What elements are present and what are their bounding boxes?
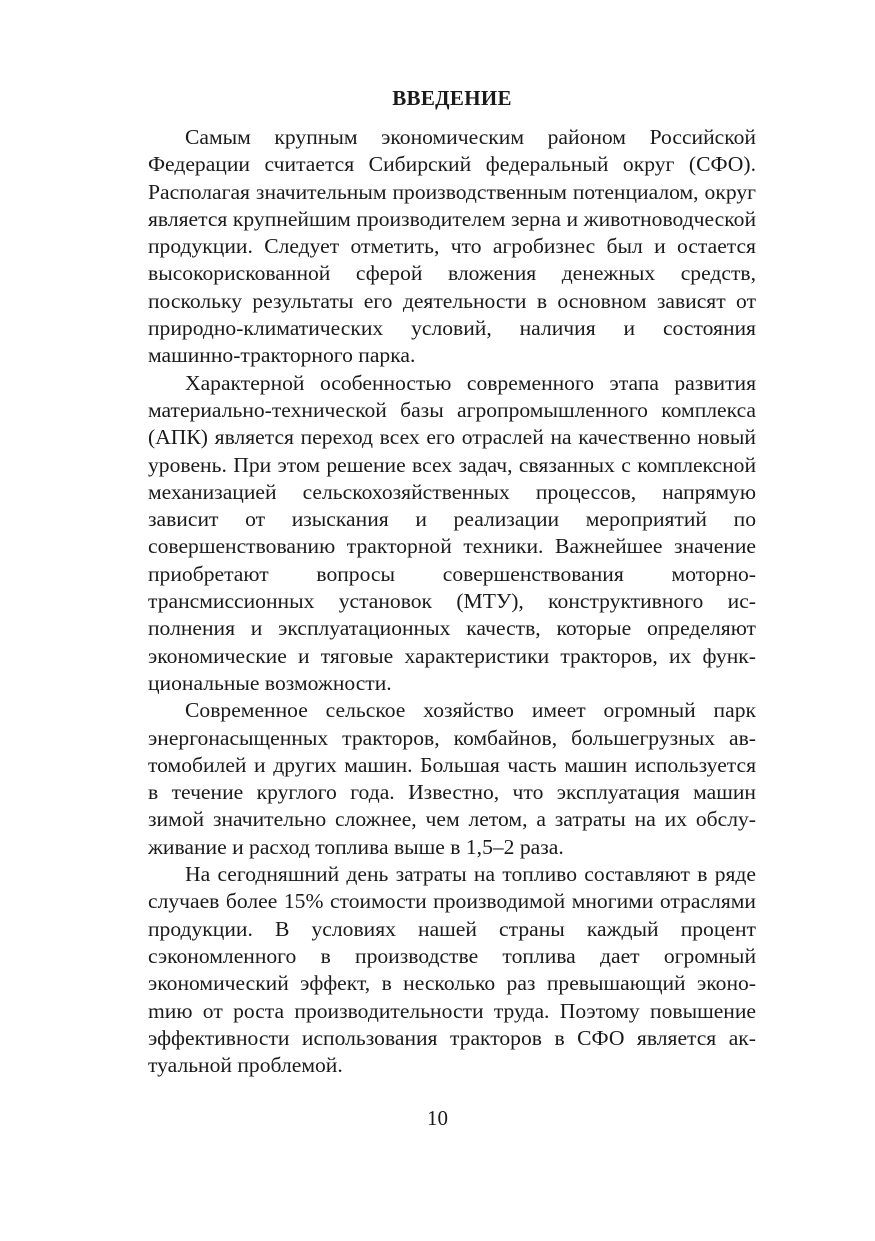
page-body xyxy=(148,84,756,1079)
section-heading: ВВЕДЕНИЕ xyxy=(392,86,512,110)
paragraph-3: Современное сельское хозяйство имеет огромный парк энергонасыщенных тракторов, комбайнов, большегрузных автомобилей и других машин. Большая часть машин используется в течение круглого года. Известно, что эксплуатация машин зимой значительно сложнее, чем летом, а затраты на их обслуживание и расход топлива выше в 1,5–2 раза. xyxy=(148,698,756,859)
paragraph-4: На сегодняшний день затраты на топливо составляют в ряде случаев более 15% стоимости производимой многими отраслями продукции. В условиях нашей страны каждый процент сэкономленного в производстве топлива дает огромный экономический эффект, в несколько раз превышающий эконоmию от роста производительности труда. Поэтому повышение эффективности использования тракторов в СФО является актуальной проблемой. xyxy=(148,862,756,1078)
paragraph-2: Характерной особенностью современного этапа развития материально-технической базы агропромышленного комплекса (АПК) является переход всех его отраслей на качественно новый уровень. При этом решение всех задач, связанных с комплексной механизацией сельскохозяйственных процессов, напрямую зависит от изыскания и реализации мероприятий по совершенствованию тракторной техники. Важнейшее значение приобретают вопросы совершенствования моторно-трансмиссионных установок (МТУ), конструктивного исполнения и эксплуатационных качеств, которые определяют экономические и тяговые характеристики тракторов, их функциональные возможности. xyxy=(148,370,756,695)
page-number: 10 xyxy=(427,1106,448,1130)
paragraph-1: Самым крупным экономическим районом Российской Федерации считается Сибирский федеральный округ (СФО). Располагая значительным производственным потенциалом, округ является крупнейшим производителем зерна и животноводческой продукции. Следует отметить, что агробизнес был и остается высокорискованной сферой вложения денежных средств, поскольку результаты его деятельности в основном зависят от природно-климатических условий, наличия и состояния машинно-тракторного парка. xyxy=(148,125,756,368)
